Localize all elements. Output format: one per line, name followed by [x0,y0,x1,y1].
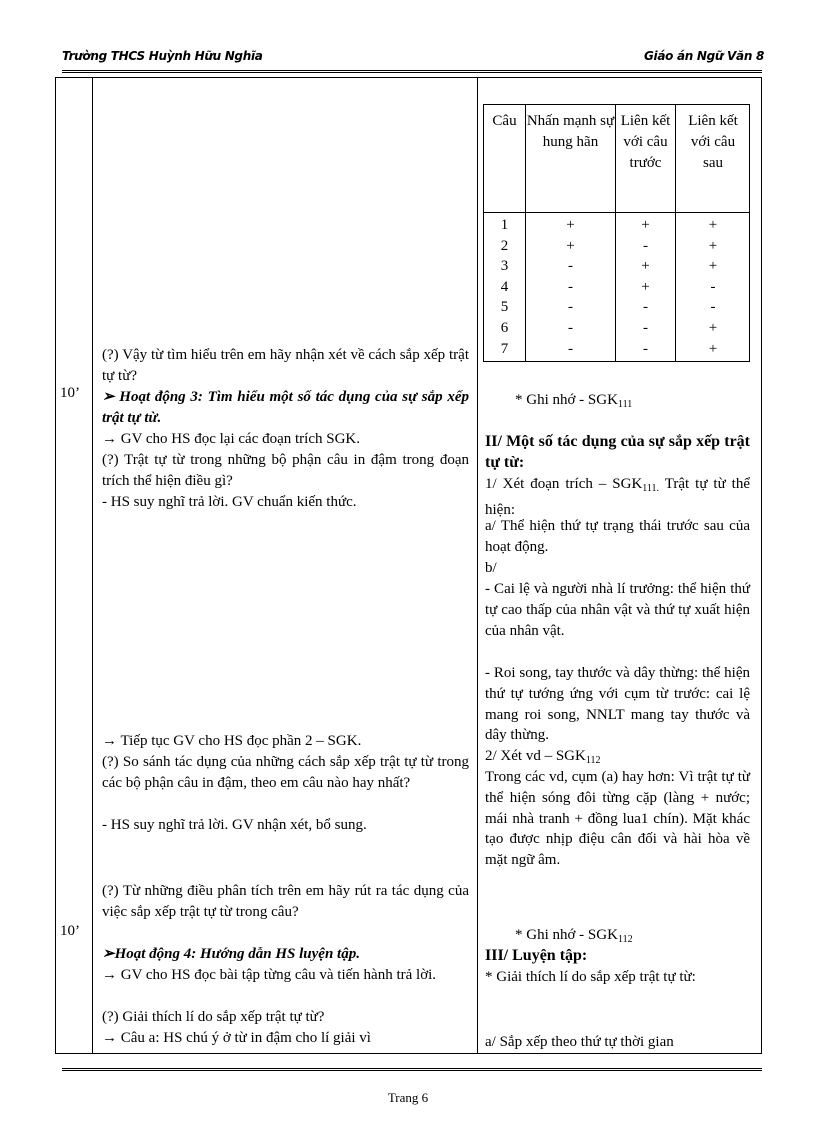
table-cell-emphasis: - [568,299,573,316]
header-school: Trường THCS Huỳnh Hữu Nghĩa [62,49,263,63]
table-cell-cau: 3 [500,258,509,275]
section-2-heading: II/ Một số tác dụng của sự sắp xếp trật tự từ: [485,433,750,471]
activity-4-heading: ➢Hoạt động 4: Hướng dẫn HS luyện tập. [102,946,360,962]
table-cell-cau: 5 [500,299,509,316]
header-subject: Giáo án Ngữ Văn 8 [643,49,764,63]
table-cell-next-link: + [708,217,718,233]
section-2-item-2-desc: Trong các vd, cụm (a) hay hơn: Vì trật tự từ thể hiện sóng đôi từng cặp (làng + nước; mái nhà tranh + đồng lua1 chín). Mặt khác tạo được nhịp điệu cân đối và hài hòa về mặt ngữ âm. [485,769,750,869]
table-cell-cau: 1 [500,217,509,233]
table-cell-next-link: - [710,278,716,295]
table-cell-cau: 2 [500,237,509,254]
teacher-instruction-3: → GV cho HS đọc bài tập từng câu và tiến hành trả lời. [102,967,437,983]
question-bold-parts: (?) Trật tự từ trong những bộ phận câu in đậm trong đoạn trích thể hiện điều gì? [102,452,469,489]
section-2-item-a: a/ Thể hiện thứ tự trạng thái trước sau của hoạt động. [485,518,750,555]
table-cell-emphasis: - [568,320,573,336]
table-cell-prev-link: - [643,237,648,254]
table-cell-next-link: + [708,320,718,336]
student-answer-note: - HS suy nghĩ trả lời. GV chuẩn kiến thức. [102,494,357,510]
table-cell-prev-link: - [643,340,648,357]
section-2-item-1: 1/ Xét đoạn trích – $SGK_{111.}$ Trật tự từ thể hiện: [485,476,750,518]
table-cell-prev-link: - [643,320,648,336]
table-cell-emphasis: + [566,217,575,233]
question-effects: (?) Từ những điều phân tích trên em hãy rút ra tác dụng của việc sắp xếp trật tự từ trong câu? [102,883,469,920]
section-2-item-b: b/ [485,560,497,576]
student-answer-note-2: - HS suy nghĩ trả lời. GV nhận xét, bổ sung. [102,817,367,833]
table-header-prev-link: Liên kết với câu trước [620,113,671,171]
time-activity-4: 10’ [60,923,80,939]
table-cell-emphasis: - [568,340,573,357]
table-cell-cau: 4 [500,278,509,295]
table-cell-next-link: - [710,299,716,316]
table-header-emphasis: Nhấn mạnh sự hung hãn [526,113,615,150]
page-number: Trang 6 [387,1090,429,1105]
header-rule [62,70,762,73]
student-answer-a: → Câu a: HS chú ý ở từ in đậm cho lí giải vì [102,1030,371,1046]
teacher-instruction-2: → Tiếp tục GV cho HS đọc phần 2 – SGK. [102,733,362,749]
table-cell-prev-link: + [641,278,650,295]
question-word-order: (?) Vậy từ tìm hiểu trên em hãy nhận xét về cách sắp xếp trật tự từ? [102,347,469,384]
section-3-intro: * Giải thích lí do sắp xếp trật tự từ: [485,969,696,985]
section-2-item-b1: - Cai lệ và người nhà lí trưởng: thể hiện thứ tự cao thấp của nhân vật và thứ tự xuất hiện của nhân vật. [485,581,750,639]
table-cell-next-link: + [708,237,718,254]
time-activity-3: 10’ [60,385,80,401]
table-cell-next-link: + [708,340,718,357]
table-cell-prev-link: + [641,217,650,233]
table-cell-emphasis: + [566,237,575,254]
table-cell-cau: 6 [500,320,509,336]
table-cell-prev-link: + [641,258,650,275]
table-cell-next-link: + [708,258,718,275]
table-cell-prev-link: - [643,299,648,316]
ghi-nho-2: * Ghi nhớ - $SGK_{112}$ [515,927,633,945]
table-header-next-link: Liên kết với câu sau [688,113,738,171]
teacher-instruction: → GV cho HS đọc lại các đoạn trích SGK. [102,431,361,447]
activity-3-heading: ➢ Hoạt động 3: Tìm hiểu một số tác dụng của sự sắp xếp trật tự từ. [102,389,469,426]
section-2-item-2: 2/ Xét vd – $SGK_{112}$ [485,748,601,766]
section-3-heading: III/ Luyện tập: [485,947,588,964]
table-cell-emphasis: - [568,278,573,295]
section-2-item-b2: - Roi song, tay thước và dây thừng: thể hiện thứ tự tướng ứng với cụm từ trước: cai lệ mang roi song, NNLT mang tay thước và dây thừng. [485,665,750,744]
column-divider-time [92,78,93,1053]
question-compare: (?) So sánh tác dụng của những cách sắp xếp trật tự từ trong các bộ phận câu in đậm, theo em câu nào hay nhất? [102,754,469,791]
word-order-table [483,104,750,362]
table-cell-cau: 7 [500,340,509,357]
table-cell-emphasis: - [568,258,573,275]
ghi-nho-1: * Ghi nhớ - $SGK_{111}$ [515,392,633,410]
footer-rule [62,1068,762,1071]
table-header-cau: Câu [492,113,517,129]
question-explain: (?) Giải thích lí do sắp xếp trật tự từ? [102,1009,325,1025]
column-divider-content [477,78,478,1053]
section-3-item-a: a/ Sắp xếp theo thứ tự thời gian [485,1034,674,1050]
